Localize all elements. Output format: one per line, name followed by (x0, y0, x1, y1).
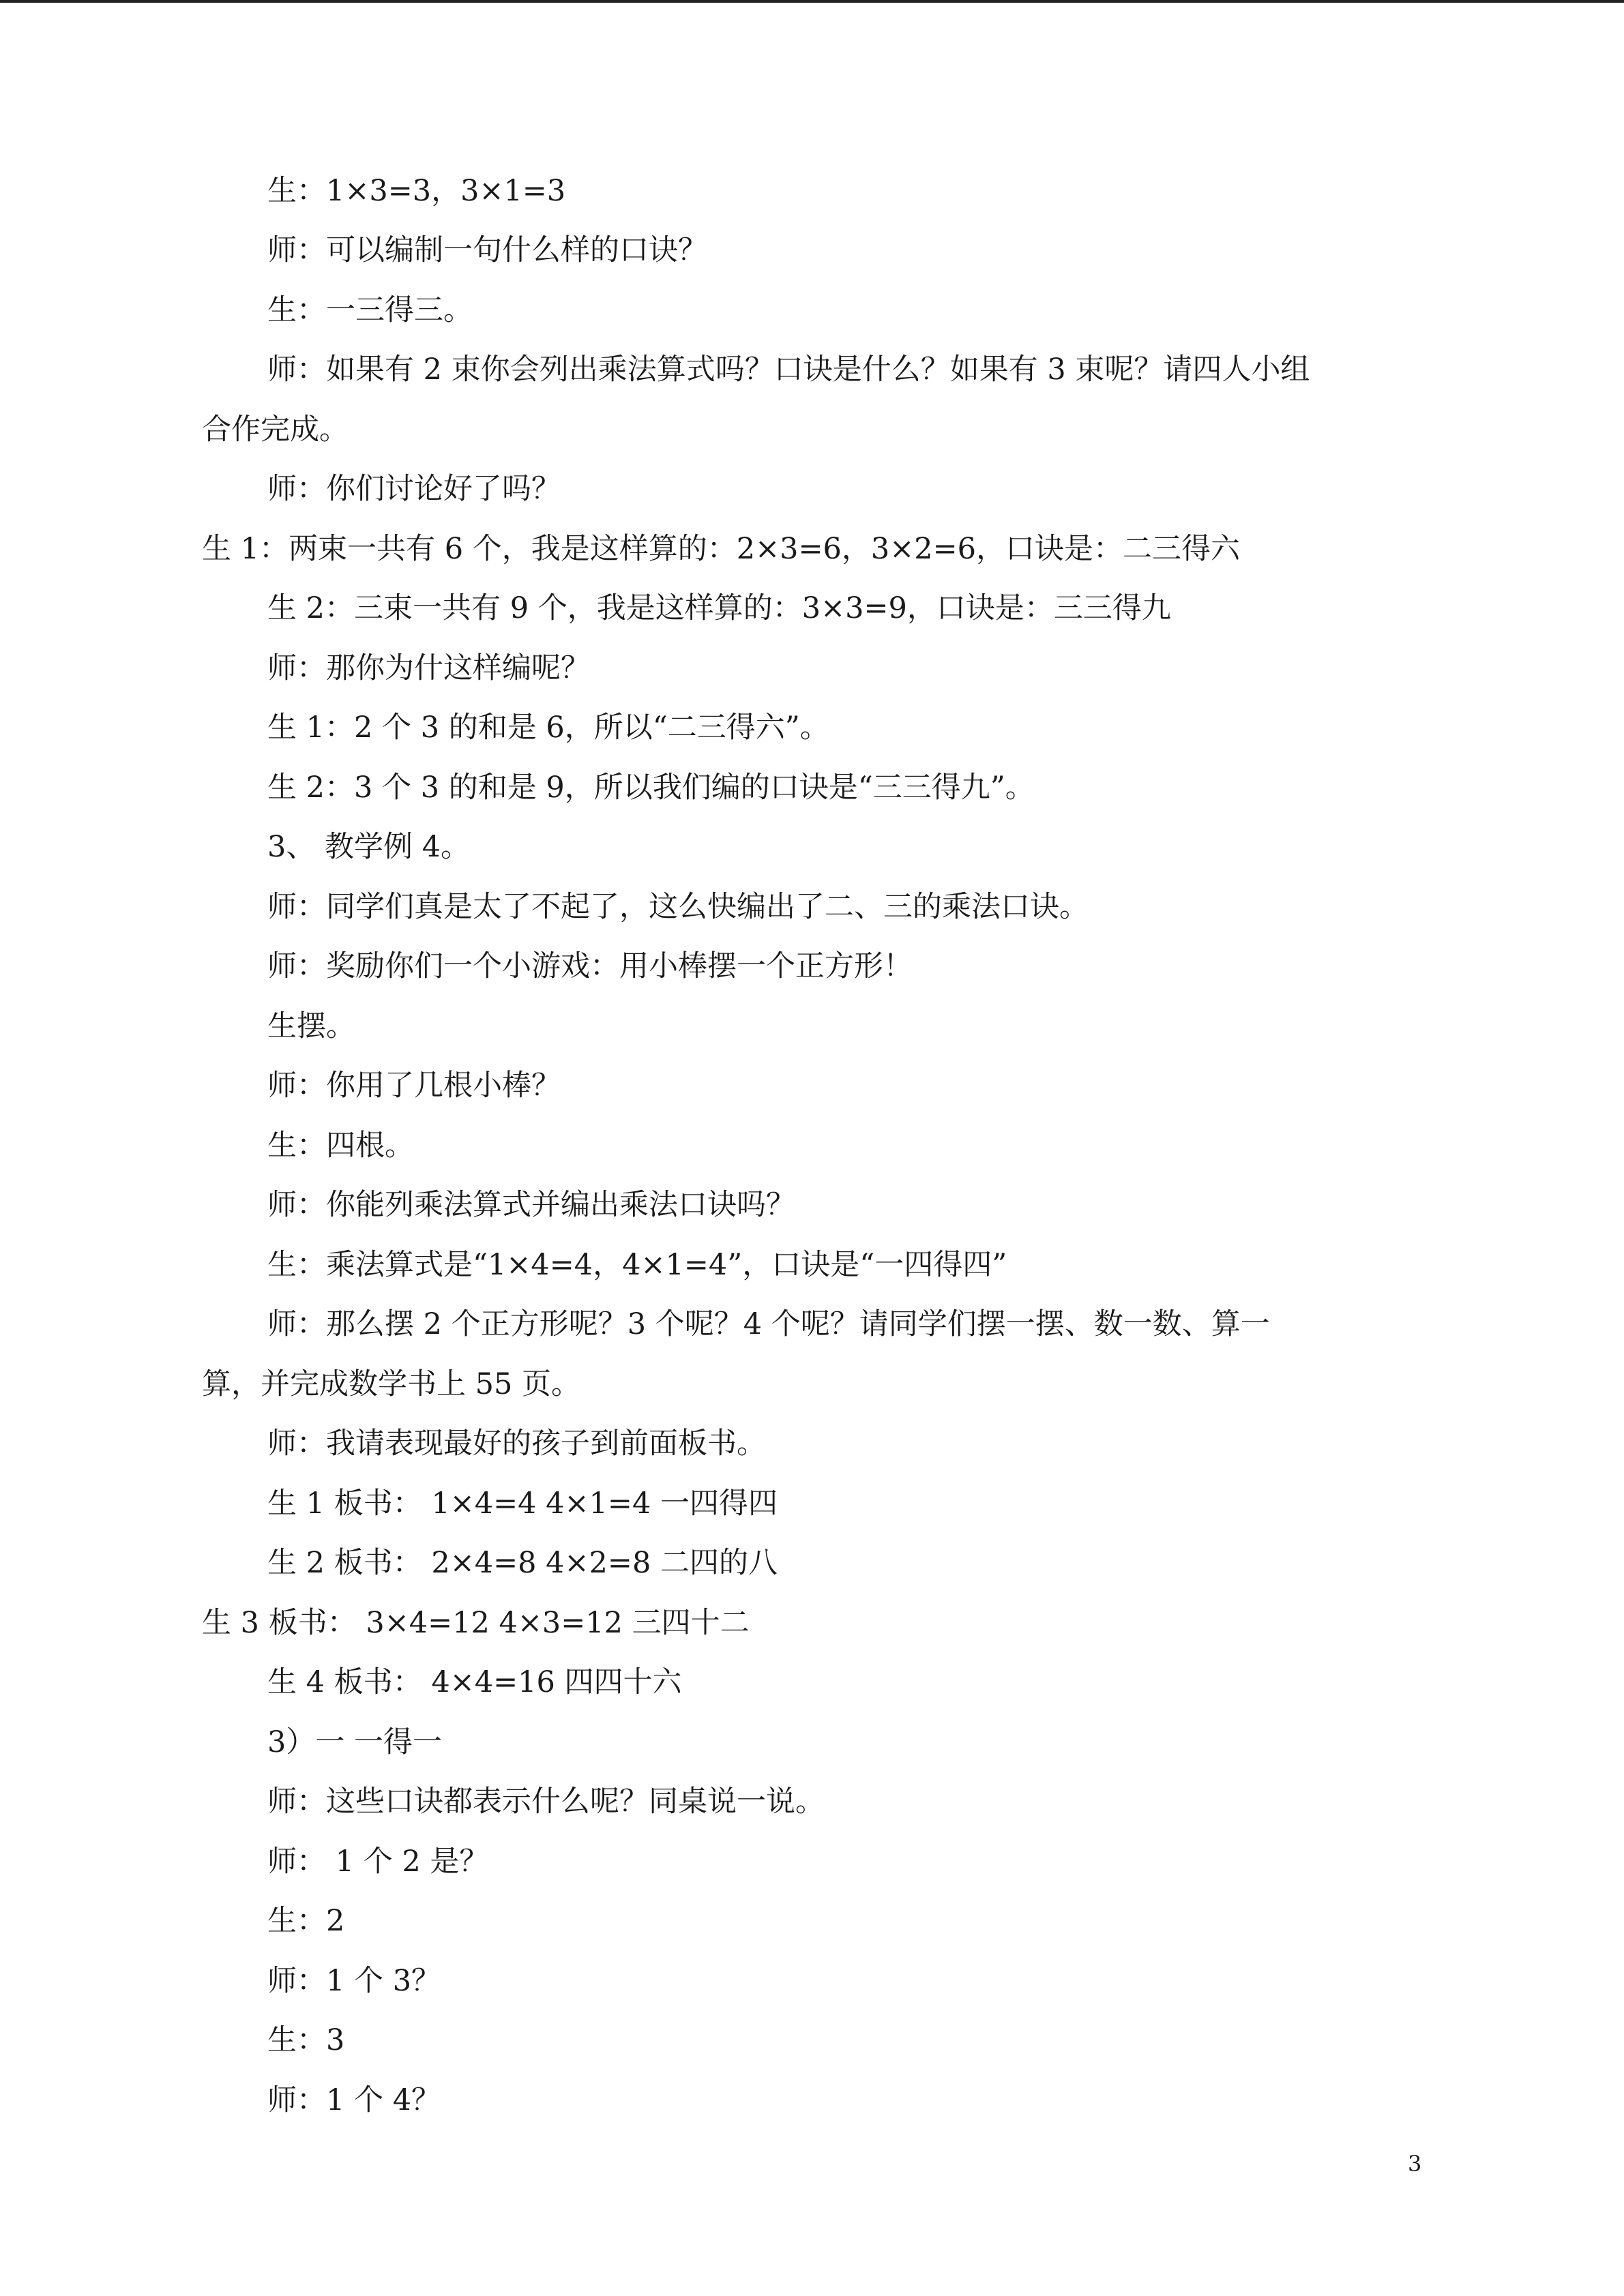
text-line: 生：四根。 (267, 1129, 414, 1163)
text-line: 生：3 (267, 2023, 345, 2057)
text-line: 生 1：2 个 3 的和是 6，所以“二三得六”。 (267, 711, 829, 745)
section-heading: 3、 教学例 4。 (267, 830, 471, 864)
text-line: 生摆。 (267, 1009, 355, 1043)
text-line: 生 1 板书： 1×4=4 4×1=4 一四得四 (267, 1487, 778, 1521)
text-line: 师：你们讨论好了吗？ (267, 472, 561, 506)
text-line: 师：这些口诀都表示什么呢？同桌说一说。 (267, 1785, 825, 1819)
text-line: 师：可以编制一句什么样的口诀？ (267, 233, 707, 267)
page-number: 3 (1408, 2151, 1422, 2177)
text-line: 算，并完成数学书上 55 页。 (202, 1367, 581, 1401)
text-line: 3）一 一得一 (267, 1725, 443, 1759)
text-line: 合作完成。 (202, 413, 349, 447)
text-line: 师：你能列乘法算式并编出乘法口诀吗？ (267, 1188, 795, 1222)
text-line: 师：奖励你们一个小游戏：用小棒摆一个正方形！ (267, 949, 913, 983)
text-line: 生 2：三束一共有 9 个，我是这样算的：3×3=9，口诀是：三三得九 (267, 591, 1171, 625)
text-line: 师：你用了几根小棒？ (267, 1069, 561, 1103)
text-line: 师：那你为什这样编呢？ (267, 651, 590, 685)
text-line: 师：那么摆 2 个正方形呢？3 个呢？4 个呢？请同学们摆一摆、数一数、算一 (267, 1307, 1270, 1341)
text-line: 师：我请表现最好的孩子到前面板书。 (267, 1427, 766, 1461)
text-line: 师：1 个 3？ (267, 1964, 441, 1998)
text-line: 师：1 个 4？ (267, 2083, 441, 2117)
text-line: 生：2 (267, 1904, 345, 1938)
text-line: 生 2 板书： 2×4=8 4×2=8 二四的八 (267, 1546, 778, 1580)
text-line: 生：1×3=3，3×1=3 (267, 174, 566, 208)
text-line: 生 4 板书： 4×4=16 四四十六 (267, 1665, 682, 1699)
text-line: 师： 1 个 2 是？ (267, 1845, 489, 1879)
text-line: 师：如果有 2 束你会列出乘法算式吗？口诀是什么？如果有 3 束呢？请四人小组 (267, 353, 1310, 387)
text-line: 生：一三得三。 (267, 293, 473, 327)
text-line: 生 2：3 个 3 的和是 9，所以我们编的口诀是“三三得九”。 (267, 771, 1035, 805)
text-line: 生：乘法算式是“1×4=4，4×1=4”，口诀是“一四得四” (267, 1248, 1007, 1282)
text-line: 师：同学们真是太了不起了，这么快编出了二、三的乘法口诀。 (267, 890, 1089, 924)
text-line: 生 3 板书： 3×4=12 4×3=12 三四十二 (202, 1606, 750, 1640)
text-line: 生 1：两束一共有 6 个，我是这样算的：2×3=6，3×2=6，口诀是：二三得六 (202, 532, 1240, 566)
